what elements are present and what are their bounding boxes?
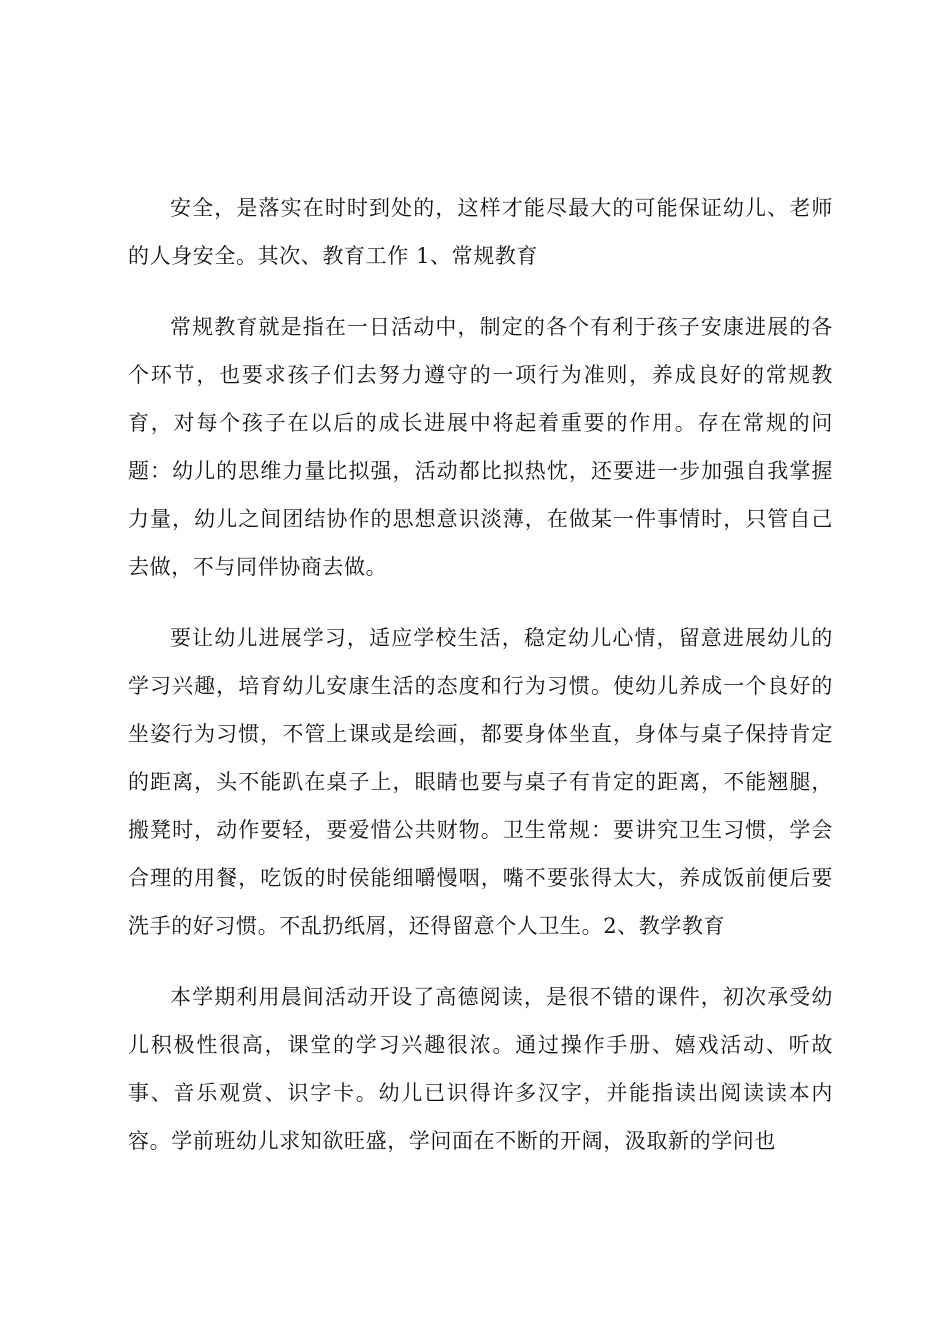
paragraph-routine-education: 常规教育就是指在一日活动中，制定的各个有利于孩子安康进展的各个环节，也要求孩子们去努力遵守的一项行为准则，养成良好的常规教育，对每个孩子在以后的成长进展中将起着重要的作用。存在常规的问题：幼儿的思维力量比拟强，活动都比拟热忱，还要进一步加强自我掌握力量，幼儿之间团结协作的思想意识淡薄，在做某一件事情时，只管自己去做，不与同伴协商去做。: [128, 315, 833, 579]
paragraph-safety-continued: 安全，是落实在时时到处的，这样才能尽最大的可能保证幼儿、老师的人身安全。其次、教育工作 1、常规教育: [128, 196, 833, 268]
paragraph-reading-program: 本学期利用晨间活动开设了高德阅读，是很不错的课件，初次承受幼儿积极性很高，课堂的学习兴趣很浓。通过操作手册、嬉戏活动、听故事、音乐观赏、识字卡。幼儿已识得许多汉字，并能指读出阅读读本内容。学前班幼儿求知欲旺盛，学问面在不断的开阔，汲取新的学问也: [128, 985, 833, 1153]
paragraph-habits: 要让幼儿进展学习，适应学校生活，稳定幼儿心情，留意进展幼儿的学习兴趣，培育幼儿安康生活的态度和行为习惯。使幼儿养成一个良好的坐姿行为习惯，不管上课或是绘画，都要身体坐直，身体与桌子保持肯定的距离，头不能趴在桌子上，眼睛也要与桌子有肯定的距离，不能翘腿，搬凳时，动作要轻，要爱惜公共财物。卫生常规：要讲究卫生习惯，学会合理的用餐，吃饭的时侯能细嚼慢咽，嘴不要张得太大，养成饭前便后要洗手的好习惯。不乱扔纸屑，还得留意个人卫生。2、教学教育: [128, 626, 833, 938]
document-body: [128, 184, 833, 1188]
